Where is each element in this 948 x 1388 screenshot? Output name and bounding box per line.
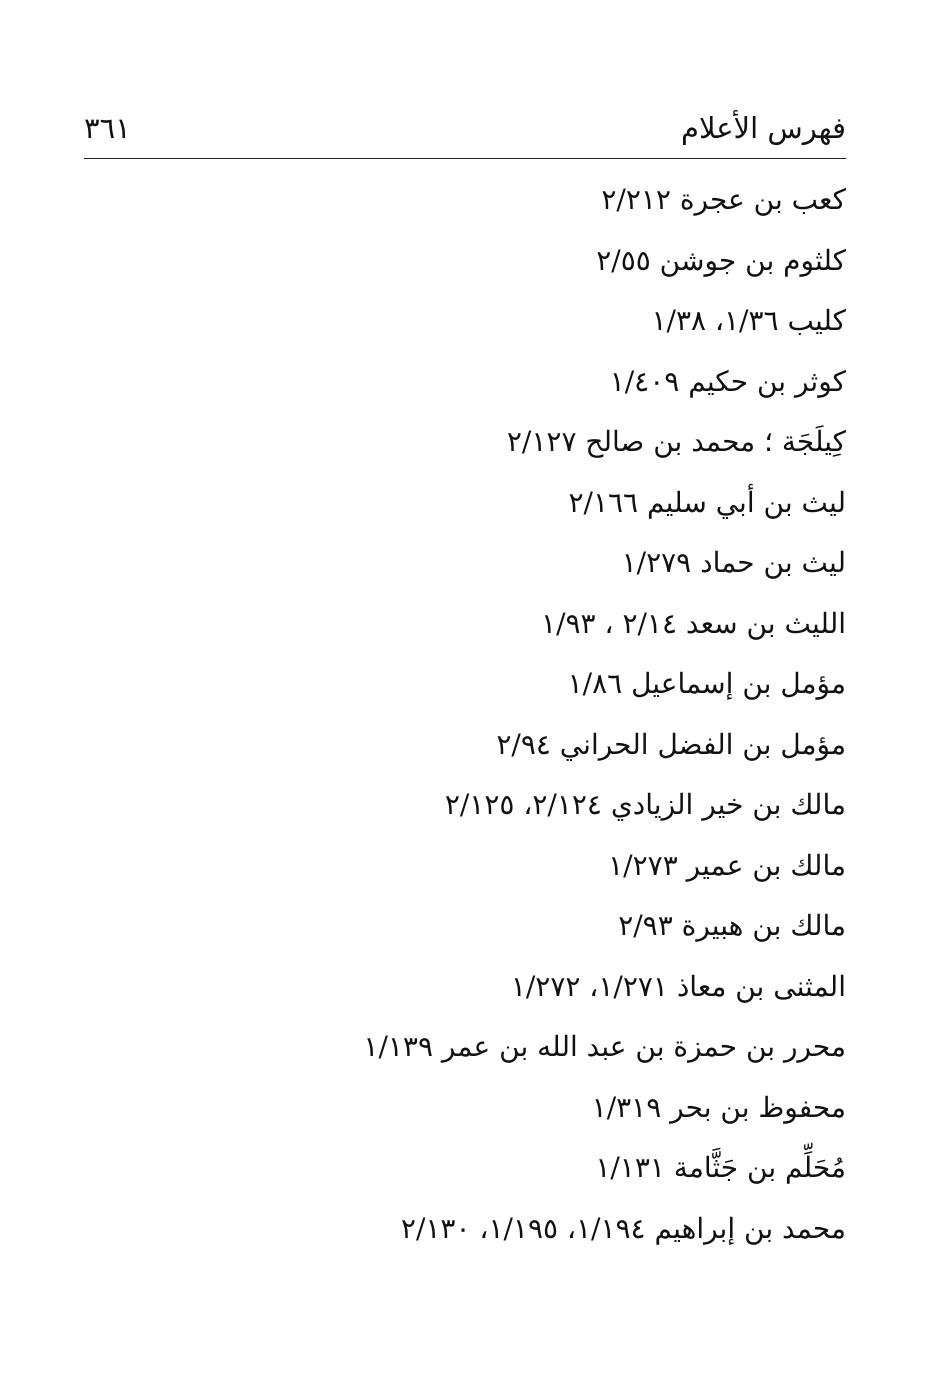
index-entry: ليث بن حماد ١/٢٧٩ (621, 546, 846, 579)
index-entry: مؤمل بن الفضل الحراني ٢/٩٤ (496, 727, 846, 761)
page-header (84, 104, 846, 156)
index-entry: المثنى بن معاذ ١/٢٧١، ١/٢٧٢ (510, 969, 846, 1003)
index-entry: محفوظ بن بحر ١/٣١٩ (591, 1090, 846, 1124)
index-entry: ليث بن أبي سليم ٢/١٦٦ (568, 485, 846, 519)
page-number: ٣٦١ (84, 111, 131, 145)
index-entry: كوثر بن حكيم ١/٤٠٩ (609, 364, 846, 398)
index-entry: محرر بن حمزة بن عبد الله بن عمر ١/١٣٩ (363, 1030, 846, 1063)
index-entry: كليب ١/٣٦، ١/٣٨ (651, 304, 846, 337)
index-entry: كلثوم بن جوشن ٢/٥٥ (596, 243, 846, 277)
index-entry: الليث بن سعد ٢/١٤ ، ١/٩٣ (541, 606, 846, 640)
index-entries-list (146, 170, 846, 1259)
index-entry: كِيلَجَة ؛ محمد بن صالح ٢/١٢٧ (506, 425, 846, 458)
running-title: فهرس الأعلام (680, 111, 846, 145)
header-rule (84, 158, 846, 159)
index-entry: مالك بن عمير ١/٢٧٣ (608, 848, 846, 882)
index-entry: مُحَلِّم بن جَثَّامة ١/١٣١ (595, 1151, 846, 1184)
index-entry: مالك بن خير الزيادي ٢/١٢٤، ٢/١٢٥ (444, 788, 846, 821)
index-entry: محمد بن إبراهيم ١/١٩٤، ١/١٩٥، ٢/١٣٠ (400, 1211, 846, 1245)
index-entry: مؤمل بن إسماعيل ١/٨٦ (567, 667, 846, 700)
index-entry: مالك بن هبيرة ٢/٩٣ (618, 909, 846, 942)
index-entry: كعب بن عجرة ٢/٢١٢ (601, 183, 846, 216)
